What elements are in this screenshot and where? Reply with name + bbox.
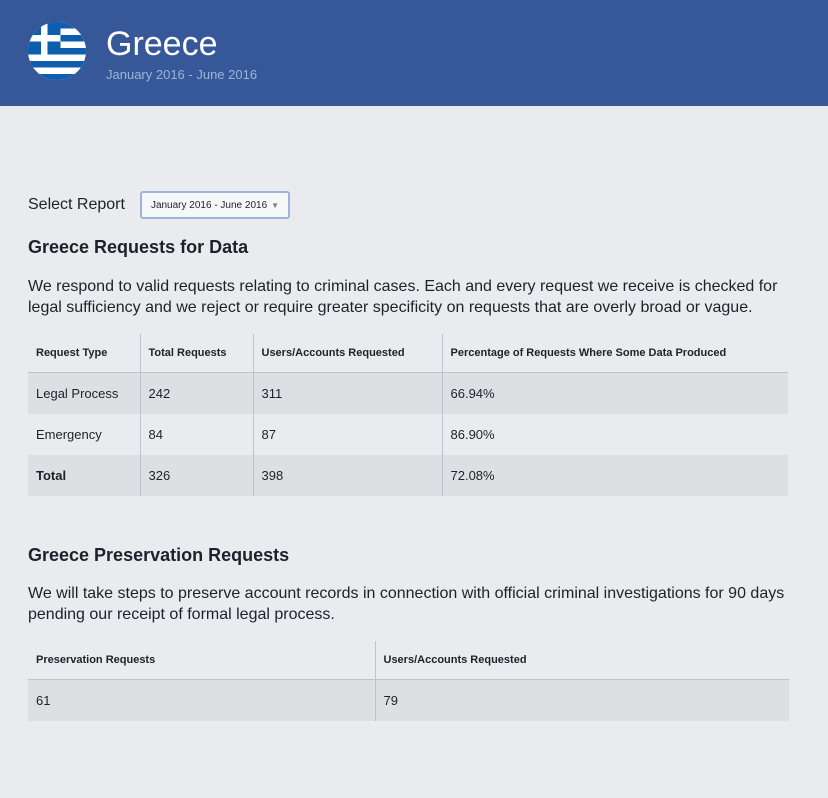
- table-cell: 242: [140, 373, 253, 415]
- report-period-dropdown-value: January 2016 - June 2016: [150, 199, 268, 211]
- table-cell: 311: [253, 373, 442, 415]
- preservation-table: [28, 641, 789, 721]
- table-row: [28, 414, 788, 455]
- table-cell: 66.94%: [442, 373, 788, 415]
- table-cell: 398: [253, 455, 442, 496]
- data-requests-table: [28, 334, 788, 496]
- report-period-dropdown[interactable]: [140, 191, 290, 219]
- table-cell: 79: [375, 680, 789, 722]
- preservation-description: We will take steps to preserve account records in connection with official criminal investigations for 90 days pending our receipt of formal legal process.: [28, 585, 785, 623]
- preservation-heading: Greece Preservation Requests: [28, 545, 290, 565]
- column-header: Users/Accounts Requested: [253, 334, 442, 373]
- greece-flag-icon: [28, 22, 86, 80]
- table-cell: 87: [253, 414, 442, 455]
- column-header: Request Type: [28, 334, 140, 373]
- table-cell: Emergency: [36, 427, 102, 442]
- column-header: Users/Accounts Requested: [375, 641, 789, 680]
- page-header: [0, 0, 828, 106]
- table-cell: Legal Process: [28, 373, 140, 415]
- table-row: [28, 373, 788, 415]
- table-cell: 72.08%: [442, 455, 788, 496]
- select-report-label: Select Report: [28, 196, 125, 213]
- table-header-row: [28, 334, 788, 373]
- column-header: Percentage of Requests Where Some Data Produced: [442, 334, 788, 373]
- column-header: Preservation Requests: [28, 641, 375, 680]
- table-row: [28, 680, 789, 722]
- table-cell: Total: [28, 455, 140, 496]
- report-period: January 2016 - June 2016: [106, 67, 258, 82]
- table-cell: 326: [140, 455, 253, 496]
- table-header-row: [28, 641, 789, 680]
- data-requests-heading: Greece Requests for Data: [28, 237, 249, 257]
- column-header: Total Requests: [140, 334, 253, 373]
- table-cell: 86.90%: [442, 414, 788, 455]
- country-title: Greece: [106, 25, 218, 63]
- table-row-total: [28, 455, 788, 496]
- data-requests-description: We respond to valid requests relating to criminal cases. Each and every request we receive is checked for legal sufficiency and we reject or require greater specificity on requests that are overly broad or vague.: [28, 278, 778, 316]
- caret-down-icon: ▼: [271, 200, 280, 210]
- table-cell: 61: [28, 680, 375, 722]
- table-cell: 84: [140, 414, 253, 455]
